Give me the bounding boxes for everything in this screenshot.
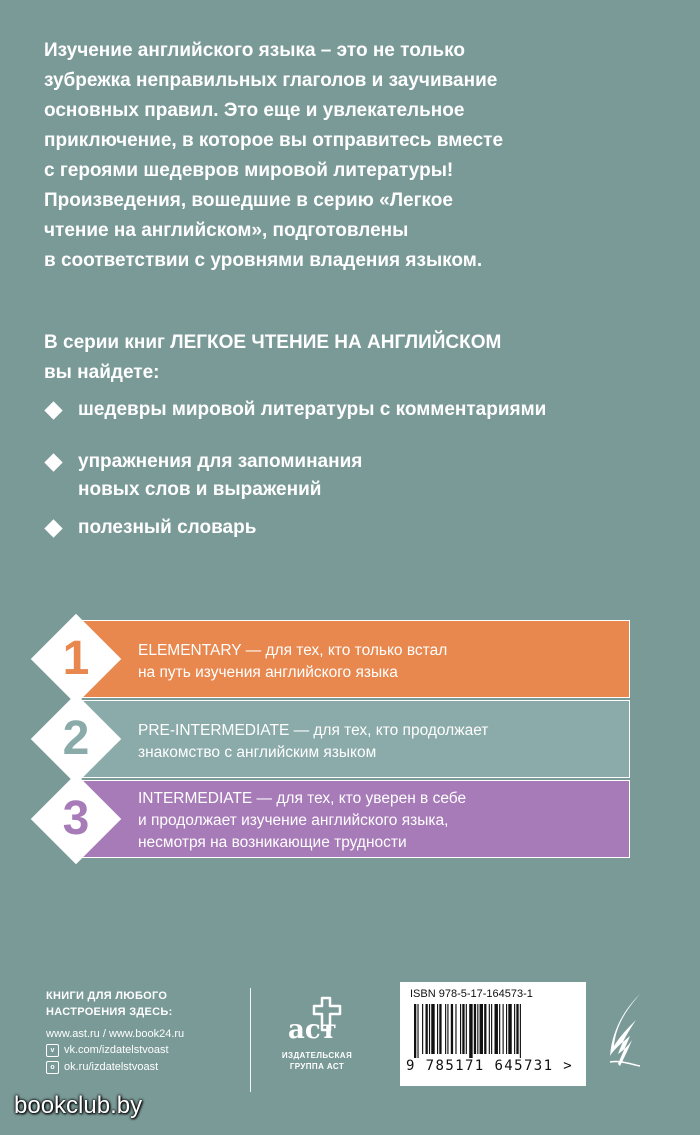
vk-link-text[interactable]: vk.com/izdatelstvoast xyxy=(64,1044,169,1056)
barcode-bar xyxy=(514,1004,515,1054)
logo-lettering: аст xyxy=(288,1015,337,1044)
publisher-logo xyxy=(258,992,376,1072)
intro-line: зубрежка неправильных глаголов и заучивание xyxy=(44,70,498,91)
intro-line: приключение, в которое вы отправитесь вместе xyxy=(44,130,504,151)
level-description-pre-intermediate xyxy=(138,720,488,764)
feather-logo-icon xyxy=(606,990,646,1070)
barcode-bar xyxy=(506,1004,507,1054)
barcode-bar xyxy=(516,1004,518,1054)
barcode-bar xyxy=(414,1004,416,1058)
barcode-bar xyxy=(417,1004,418,1058)
barcode-bar xyxy=(466,1004,467,1054)
publisher-line: ИЗДАТЕЛЬСКАЯ xyxy=(281,1051,353,1060)
barcode-digits: 9 785171 645731 > xyxy=(406,1058,574,1074)
publisher-line: ГРУППА АСТ xyxy=(289,1062,345,1071)
barcode-bar xyxy=(520,1004,521,1058)
ok-link[interactable] xyxy=(46,1059,184,1076)
barcode-bar xyxy=(495,1004,498,1054)
isbn-barcode-box xyxy=(400,982,586,1086)
ast-logo-icon xyxy=(286,992,350,1044)
feature-item xyxy=(44,448,362,504)
level-description-line: несмотря на возникающие трудности xyxy=(138,834,407,851)
watermark: bookclub.by xyxy=(14,1092,143,1119)
barcode-bar xyxy=(460,1004,461,1054)
level-number: 3 xyxy=(62,792,90,845)
barcode-icon xyxy=(414,1004,574,1058)
diamond-bullet-icon xyxy=(44,453,62,471)
level-description-line: знакомство с английским языком xyxy=(138,744,377,761)
barcode-bar xyxy=(499,1004,500,1054)
intro-paragraph xyxy=(44,36,644,276)
feature-text: шедевры мировой литературы с комментариями xyxy=(78,399,547,420)
intro-line: Произведения, вошедшие в серию «Легкое xyxy=(44,190,453,211)
footer-links xyxy=(46,988,184,1076)
level-description-line: PRE-INTERMEDIATE — для тех, кто продолжает xyxy=(138,722,489,739)
tagline-line: НАСТРОЕНИЯ ЗДЕСЬ: xyxy=(46,1006,173,1018)
barcode-bar xyxy=(426,1004,428,1054)
level-number: 1 xyxy=(62,632,90,685)
barcode-bar xyxy=(491,1004,492,1054)
barcode-bar xyxy=(489,1004,490,1054)
feature-text: упражнения для запоминания xyxy=(78,451,363,472)
barcode-bar xyxy=(477,1004,478,1054)
feature-text: новых слов и выражений xyxy=(78,479,322,500)
intro-line: Изучение английского языка – это не только xyxy=(44,40,465,61)
barcode-bar xyxy=(484,1004,486,1054)
barcode-bar xyxy=(439,1004,441,1054)
level-number: 2 xyxy=(62,712,90,765)
level-description-line: на путь изучения английского языка xyxy=(138,664,398,681)
diamond-bullet-icon xyxy=(44,519,62,537)
ok-link-text[interactable]: ok.ru/izdatelstvoast xyxy=(64,1061,159,1073)
barcode-bar xyxy=(431,1004,434,1054)
barcode-bar xyxy=(437,1004,438,1054)
series-heading-line: В серии книг ЛЕГКОЕ ЧТЕНИЕ НА АНГЛИЙСКОМ xyxy=(44,332,502,353)
barcode-bar xyxy=(447,1004,448,1054)
barcode-bar xyxy=(445,1004,446,1054)
barcode-bar xyxy=(462,1004,464,1054)
isbn-number: ISBN 978-5-17-164573-1 xyxy=(410,988,533,1000)
feature-text: полезный словарь xyxy=(78,517,257,538)
intro-line: чтение на английском», подготовлены xyxy=(44,220,409,241)
level-description-line: ELEMENTARY — для тех, кто только встал xyxy=(138,642,448,659)
feature-item xyxy=(44,396,546,424)
intro-line: в соответствии с уровнями владения языком. xyxy=(44,250,483,271)
barcode-bar xyxy=(480,1004,483,1054)
level-description-line: и продолжает изучение английского языка, xyxy=(138,812,449,829)
barcode-bar xyxy=(508,1004,511,1054)
tagline-line: КНИГИ ДЛЯ ЛЮБОГО xyxy=(46,990,168,1002)
barcode-bar xyxy=(455,1004,456,1054)
vk-link[interactable] xyxy=(46,1042,184,1059)
level-description-elementary xyxy=(138,640,447,684)
intro-line: основных правил. Это еще и увлекательное xyxy=(44,100,465,121)
website-links[interactable]: www.ast.ru / www.book24.ru xyxy=(46,1028,185,1040)
barcode-bar xyxy=(422,1004,423,1054)
series-heading-line: вы найдете: xyxy=(44,362,160,383)
barcode-bar xyxy=(503,1004,504,1054)
barcode-bar xyxy=(469,1004,472,1058)
footer-tagline xyxy=(46,988,184,1020)
publisher-name xyxy=(258,1050,376,1072)
barcode-bar xyxy=(451,1004,453,1054)
barcode-bar xyxy=(429,1004,430,1054)
vk-icon: v xyxy=(46,1044,59,1057)
intro-line: с героями шедевров мировой литературы! xyxy=(44,160,454,181)
diamond-bullet-icon xyxy=(44,401,62,419)
ok-icon: o xyxy=(46,1061,59,1074)
series-heading xyxy=(44,328,501,388)
level-description-intermediate xyxy=(138,788,466,854)
level-description-line: INTERMEDIATE — для тех, кто уверен в себе xyxy=(138,790,467,807)
levels-block xyxy=(30,620,630,858)
barcode-bar xyxy=(474,1004,476,1054)
footer-divider xyxy=(250,988,251,1092)
feature-item xyxy=(44,514,256,542)
